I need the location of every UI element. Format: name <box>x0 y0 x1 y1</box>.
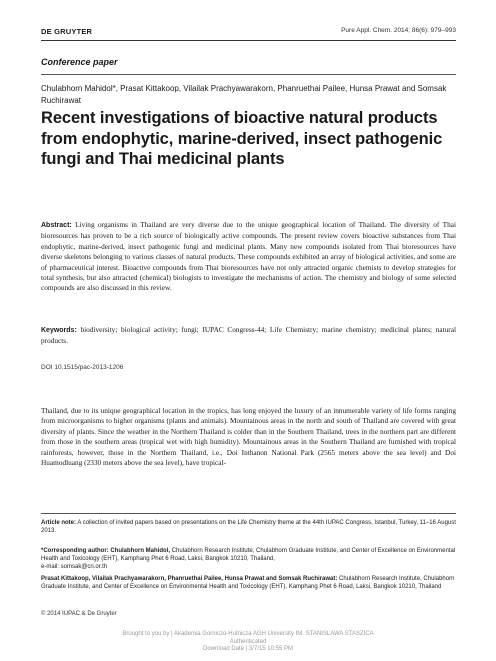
article-note-label: Article note: <box>41 520 77 526</box>
journal-reference: Pure Appl. Chem. 2014; 86(6): 979–993 <box>341 27 456 34</box>
section-rule <box>41 74 456 75</box>
paper-title: Recent investigations of bioactive natural products from endophytic, marine-derived, insect pathogenic fungi and Thai medicinal plants <box>41 109 443 168</box>
page-header <box>41 27 456 41</box>
coauthors-note <box>41 575 456 591</box>
download-watermark <box>0 631 496 654</box>
keywords <box>41 325 456 347</box>
doi-link[interactable]: DOI 10.1515/pac-2013-1206 <box>41 364 124 371</box>
corresponding-email[interactable]: e-mail: somsak@cri.or.th <box>41 564 108 571</box>
watermark-line-1: Brought to you by | Akademia Gorniczo-Hutnicza AGH University IM. STANISLAWA STASZICA <box>122 631 374 637</box>
body-paragraph: Thailand, due to its unique geographical location in the tropics, has long enjoyed the luxury of an innumerable variety of life forms ranging from microorganisms to higher organisms (plants and animals). Mountainous areas in the north and south of Thailand are covered with great diversity of plants. Since the weather in the Northern Thailand is colder than in the Southern Thailand, trees in the northern part are different from those in the southern areas (tropical wet with high humidity). Mountainous areas in the Southern Thailand are furnished with tropical rainforests, however, those in the Northern Thailand, i.e., Doi Inthanon National Park (2565 meters above the sea level) and Doi Huamodluang (2330 meters above the sea level), have tropical- <box>41 406 456 468</box>
corresponding-label: *Corresponding author: Chulabhorn Mahidol, <box>41 548 170 554</box>
abstract <box>41 220 456 294</box>
abstract-text: Living organisms in Thailand are very diverse due to the unique geographical location of Thailand. The diversity of Thai bioresources has proven to be a rich source of biologically active compounds. The present review covers bioactive substances from Thai endophytic, marine-derived, insect pathogenic fungi and medicinal plants. Many new compounds isolated from Thai bioresources have diverse skeletons belonging to various classes of natural products. These compounds exhibited an array of biological activities, and some are of pharmaceutical interest. Bioactive compounds from Thai bioresources have not only attracted organic chemists to develop strategies for total synthesis, but also attracted (chemical) biologists to investigate the mechanisms of action. The chemistry and biology of some selected compounds are also discussed in this review. <box>41 220 456 293</box>
header-rule <box>41 40 456 41</box>
copyright-notice: © 2014 IUPAC & De Gruyter <box>41 611 117 617</box>
publisher-name: DE GRUYTER <box>41 27 93 36</box>
abstract-label: Abstract: <box>41 222 72 229</box>
article-note <box>41 519 456 535</box>
coauthors-label: Prasat Kittakoop, Vilailak Prachyawarakorn, Phanruethai Pailee, Hunsa Prawat and Somsak Ruchirawat: <box>41 576 338 582</box>
author-list: Chulabhorn Mahidol*, Prasat Kittakoop, Vilailak Prachyawarakorn, Phanruethai Pailee, Hunsa Prawat and Somsak Ruchirawat <box>41 84 447 105</box>
corresponding-text: Chulabhorn Research Institute, Chulabhorn Graduate Institute, and Center of Excellence on Environmental Health and Toxicology (EHT), Kamphang Phet 6 Road, Laksi, Bangkok 10210, Thailand, <box>41 548 456 563</box>
keywords-label: Keywords: <box>41 327 77 334</box>
keywords-text: biodiversity; biological activity; fungi; IUPAC Congress-44; Life Chemistry; marine chemistry; medicinal plants; natural products. <box>41 325 456 346</box>
article-note-text: A collection of invited papers based on presentations on the Life Chemistry theme at the 44th IUPAC Congress, Istanbul, Turkey, 11–16 August 2013. <box>41 520 456 535</box>
section-label: Conference paper <box>41 57 118 67</box>
footnote-rule <box>41 513 456 514</box>
corresponding-author-note <box>41 547 456 572</box>
coauthors-text: Chulabhorn Research Institute, Chulabhorn Graduate Institute, and Center of Excellence on Environmental Health and Toxicology (EHT), Kamphang Phet 6 Road, Laksi, Bangkok 10210, Thailand <box>41 576 455 591</box>
watermark-line-2: Authenticated <box>229 638 267 645</box>
watermark-line-3: Download Date | 3/7/15 10:55 PM <box>203 646 293 652</box>
